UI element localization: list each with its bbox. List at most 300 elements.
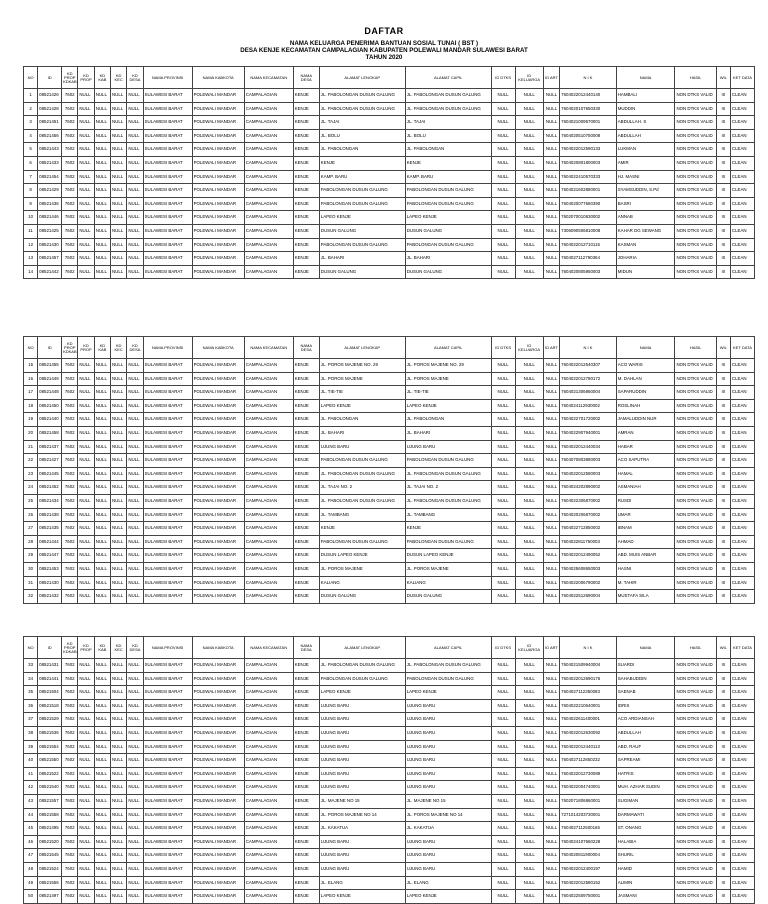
row-kd-kec: NULL — [111, 862, 127, 876]
row-nik: 7604021509940004 — [560, 659, 617, 673]
row-ket: CLEAN — [730, 170, 754, 184]
row-kd-desa: NULL — [127, 372, 143, 386]
row-alamat-capil: UJUNG BARU — [405, 440, 491, 454]
col-kd-prop-header: KD PROP — [78, 337, 94, 359]
col-kd-kec-header: KD KEC — [111, 337, 127, 359]
row-kd-prop-kdkab: 7602 — [62, 686, 78, 700]
row-nik: 7271014203730001 — [560, 808, 617, 822]
row-kecamatan: CAMPALAGIAN — [244, 116, 293, 130]
table-row — [24, 659, 755, 673]
row-alamat-capil: JL. TAJAI — [405, 116, 491, 130]
col-id-keluarga-header: ID KELUARGA — [515, 337, 543, 359]
row-id-dtks: NULL — [491, 129, 515, 143]
row-kd-kab: NULL — [94, 238, 110, 252]
row-kd-prop-kdkab: 7602 — [62, 754, 78, 768]
row-provinsi: SULAWESI BARAT — [143, 672, 192, 686]
row-id-art: NULL — [543, 835, 559, 849]
row-kd-kec: NULL — [111, 740, 127, 754]
row-kd-prop: NULL — [78, 699, 94, 713]
row-kd-kab: NULL — [94, 265, 110, 279]
row-nama: SAHABUDDIN — [616, 672, 675, 686]
row-nama: ANNAB — [616, 211, 675, 225]
row-kecamatan: CAMPALAGIAN — [244, 822, 293, 836]
row-wil: III — [716, 211, 730, 225]
row-kd-prop: NULL — [78, 426, 94, 440]
row-kd-desa: NULL — [127, 116, 143, 130]
row-kd-desa: NULL — [127, 102, 143, 116]
row-alamat: JL. PABOLONGAN DUSUN GALUNG — [319, 494, 405, 508]
row-wil: III — [716, 849, 730, 863]
table-row — [24, 413, 755, 427]
row-hasil: NON DTKS VALID — [675, 129, 716, 143]
row-ket: CLEAN — [730, 862, 754, 876]
col-no-header: NO — [24, 637, 38, 659]
row-desa: KENJE — [293, 590, 319, 604]
row-kd-desa: NULL — [127, 672, 143, 686]
row-kd-prop-kdkab: 7602 — [62, 440, 78, 454]
row-id-keluarga: NULL — [515, 481, 543, 495]
row-alamat-capil: PABOLONGAN DUSUN GALUNG — [405, 184, 491, 198]
row-kd-kec: NULL — [111, 522, 127, 536]
row-kd-kab: NULL — [94, 535, 110, 549]
row-kd-kec: NULL — [111, 562, 127, 576]
row-id: 08521436 — [38, 197, 62, 211]
col-alamat-lengkap-header: ALAMAT LENGKAP — [319, 337, 405, 359]
row-id-dtks: NULL — [491, 835, 515, 849]
row-kd-desa: NULL — [127, 740, 143, 754]
row-wil: III — [716, 535, 730, 549]
row-wil: III — [716, 549, 730, 563]
row-kd-desa: NULL — [127, 89, 143, 103]
row-kd-prop-kdkab: 7602 — [62, 672, 78, 686]
row-alamat-capil: KENJE — [405, 522, 491, 536]
row-desa: KENJE — [293, 386, 319, 400]
row-id-keluarga: NULL — [515, 549, 543, 563]
row-id-dtks: NULL — [491, 699, 515, 713]
row-alamat: LAPEO KENJE — [319, 211, 405, 225]
row-kabkota: POLEWALI MANDAR — [192, 143, 244, 157]
col-kd-kab-header: KD KAB — [94, 337, 110, 359]
row-id: 08521440 — [38, 413, 62, 427]
row-alamat: KALIANG — [319, 576, 405, 590]
row-id-keluarga: NULL — [515, 576, 543, 590]
row-kd-kec: NULL — [111, 481, 127, 495]
row-desa: KENJE — [293, 89, 319, 103]
row-desa: KENJE — [293, 197, 319, 211]
row-provinsi: SULAWESI BARAT — [143, 224, 192, 238]
row-kabkota: POLEWALI MANDAR — [192, 835, 244, 849]
row-kd-kec: NULL — [111, 794, 127, 808]
row-kd-kab: NULL — [94, 659, 110, 673]
row-wil: III — [716, 265, 730, 279]
row-provinsi: SULAWESI BARAT — [143, 413, 192, 427]
row-kd-prop-kdkab: 7602 — [62, 890, 78, 904]
row-nama: JAMALUDDIN NUR — [616, 413, 675, 427]
row-kabkota: POLEWALI MANDAR — [192, 576, 244, 590]
row-kd-desa: NULL — [127, 386, 143, 400]
row-id-art: NULL — [543, 522, 559, 536]
row-id: 08521497 — [38, 890, 62, 904]
row-kd-kab: NULL — [94, 129, 110, 143]
col-id-header: ID — [38, 337, 62, 359]
row-nama: KASMAN — [616, 238, 675, 252]
row-id-art: NULL — [543, 740, 559, 754]
row-ket: CLEAN — [730, 238, 754, 252]
row-kabkota: POLEWALI MANDAR — [192, 426, 244, 440]
row-no: 40 — [24, 754, 38, 768]
row-kabkota: POLEWALI MANDAR — [192, 822, 244, 836]
row-kabkota: POLEWALI MANDAR — [192, 170, 244, 184]
row-kabkota: POLEWALI MANDAR — [192, 129, 244, 143]
table-row — [24, 426, 755, 440]
table-row — [24, 862, 755, 876]
row-hasil: NON DTKS VALID — [675, 890, 716, 904]
row-ket: CLEAN — [730, 562, 754, 576]
doc-title: DAFTAR — [364, 26, 404, 36]
row-id-keluarga: NULL — [515, 713, 543, 727]
row-provinsi: SULAWESI BARAT — [143, 890, 192, 904]
row-kd-kec: NULL — [111, 129, 127, 143]
row-id: 08521458 — [38, 426, 62, 440]
row-nik: 7604021306860004 — [560, 386, 617, 400]
row-kecamatan: CAMPALAGIAN — [244, 129, 293, 143]
row-kd-prop-kdkab: 7602 — [62, 211, 78, 225]
row-kd-kec: NULL — [111, 590, 127, 604]
row-no: 11 — [24, 224, 38, 238]
row-ket: CLEAN — [730, 467, 754, 481]
row-kecamatan: CAMPALAGIAN — [244, 659, 293, 673]
row-kecamatan: CAMPALAGIAN — [244, 713, 293, 727]
col-alamat-capil-header: ALAMAT CAPIL — [405, 337, 491, 359]
row-wil: III — [716, 659, 730, 673]
row-wil: III — [716, 835, 730, 849]
row-kd-kab: NULL — [94, 359, 110, 373]
row-wil: III — [716, 576, 730, 590]
row-nik: 7602071806860001 — [560, 794, 617, 808]
row-kd-prop: NULL — [78, 129, 94, 143]
row-kd-prop-kdkab: 7602 — [62, 454, 78, 468]
row-kd-prop: NULL — [78, 467, 94, 481]
row-provinsi: SULAWESI BARAT — [143, 481, 192, 495]
row-nama: ROSLINAH — [616, 399, 675, 413]
row-nik: 7604020206870002 — [560, 508, 617, 522]
row-id: 08521529 — [38, 713, 62, 727]
row-no: 45 — [24, 822, 38, 836]
row-kd-prop: NULL — [78, 359, 94, 373]
row-provinsi: SULAWESI BARAT — [143, 265, 192, 279]
row-alamat: UJUNG BARU — [319, 699, 405, 713]
row-kd-prop-kdkab: 7602 — [62, 522, 78, 536]
row-hasil: NON DTKS VALID — [675, 699, 716, 713]
row-id-keluarga: NULL — [515, 822, 543, 836]
row-nik: 7604022012490052 — [560, 549, 617, 563]
row-provinsi: SULAWESI BARAT — [143, 156, 192, 170]
row-kecamatan: CAMPALAGIAN — [244, 467, 293, 481]
row-id-dtks: NULL — [491, 359, 515, 373]
row-id-dtks: NULL — [491, 862, 515, 876]
row-alamat: DUSUN GALUNG — [319, 224, 405, 238]
row-kd-prop-kdkab: 7602 — [62, 467, 78, 481]
table-row — [24, 211, 755, 225]
row-alamat: LAPEO KENJE — [319, 399, 405, 413]
row-id-art: NULL — [543, 767, 559, 781]
row-id-dtks: NULL — [491, 522, 515, 536]
row-kecamatan: CAMPALAGIAN — [244, 211, 293, 225]
row-id-dtks: NULL — [491, 576, 515, 590]
row-kd-prop-kdkab: 7602 — [62, 184, 78, 198]
row-wil: III — [716, 252, 730, 266]
row-id-dtks: NULL — [491, 440, 515, 454]
row-ket: CLEAN — [730, 252, 754, 266]
row-kecamatan: CAMPALAGIAN — [244, 102, 293, 116]
row-id: 08521556 — [38, 876, 62, 890]
row-id-dtks: NULL — [491, 156, 515, 170]
row-nik: 7604027112350083 — [560, 686, 617, 700]
row-alamat-capil: LAPEO KENJE — [405, 890, 491, 904]
table-row — [24, 129, 755, 143]
row-kd-prop-kdkab: 7602 — [62, 102, 78, 116]
row-kd-kab: NULL — [94, 413, 110, 427]
row-kd-prop-kdkab: 7602 — [62, 726, 78, 740]
table-row — [24, 740, 755, 754]
row-nama: SUARDI — [616, 659, 675, 673]
row-kabkota: POLEWALI MANDAR — [192, 224, 244, 238]
row-id-art: NULL — [543, 862, 559, 876]
row-kd-desa: NULL — [127, 659, 143, 673]
row-nama: HASNI — [616, 562, 675, 576]
row-id-keluarga: NULL — [515, 454, 543, 468]
row-kd-kab: NULL — [94, 549, 110, 563]
row-nama: JOHARIA — [616, 252, 675, 266]
row-kd-kab: NULL — [94, 794, 110, 808]
row-alamat: UJUNG BARU — [319, 713, 405, 727]
row-no: 5 — [24, 143, 38, 157]
row-kabkota: POLEWALI MANDAR — [192, 197, 244, 211]
table-row — [24, 224, 755, 238]
col-ket-data-header: KET DATA — [730, 337, 754, 359]
row-id-keluarga: NULL — [515, 686, 543, 700]
row-hasil: NON DTKS VALID — [675, 170, 716, 184]
row-alamat: JL. POROS MAJENE — [319, 372, 405, 386]
row-wil: III — [716, 386, 730, 400]
row-nik: 7604020077660390 — [560, 197, 617, 211]
row-kd-kec: NULL — [111, 467, 127, 481]
row-wil: III — [716, 184, 730, 198]
row-id: 08521442 — [38, 265, 62, 279]
row-ket: CLEAN — [730, 116, 754, 130]
row-kabkota: POLEWALI MANDAR — [192, 535, 244, 549]
row-kd-kec: NULL — [111, 876, 127, 890]
row-kd-prop: NULL — [78, 862, 94, 876]
table-header-row — [24, 67, 755, 89]
row-desa: KENJE — [293, 508, 319, 522]
row-kabkota: POLEWALI MANDAR — [192, 590, 244, 604]
row-provinsi: SULAWESI BARAT — [143, 835, 192, 849]
row-desa: KENJE — [293, 102, 319, 116]
row-kd-kec: NULL — [111, 143, 127, 157]
row-kecamatan: CAMPALAGIAN — [244, 143, 293, 157]
row-desa: KENJE — [293, 862, 319, 876]
row-kd-prop: NULL — [78, 576, 94, 590]
row-nik: 7604022012780172 — [560, 372, 617, 386]
row-ket: CLEAN — [730, 835, 754, 849]
row-id-keluarga: NULL — [515, 862, 543, 876]
table-row — [24, 238, 755, 252]
row-alamat-capil: JL. PABOLONGAN DUSUN GALUNG — [405, 659, 491, 673]
row-kabkota: POLEWALI MANDAR — [192, 386, 244, 400]
col-hasil-header: HASIL — [675, 337, 716, 359]
row-ket: CLEAN — [730, 359, 754, 373]
row-kabkota: POLEWALI MANDAR — [192, 238, 244, 252]
row-kd-desa: NULL — [127, 224, 143, 238]
row-desa: KENJE — [293, 535, 319, 549]
row-wil: III — [716, 726, 730, 740]
row-desa: KENJE — [293, 686, 319, 700]
row-id-art: NULL — [543, 129, 559, 143]
table-row — [24, 835, 755, 849]
row-kd-kec: NULL — [111, 672, 127, 686]
row-wil: III — [716, 170, 730, 184]
row-kd-kec: NULL — [111, 890, 127, 904]
row-kabkota: POLEWALI MANDAR — [192, 740, 244, 754]
row-kd-prop-kdkab: 7602 — [62, 576, 78, 590]
row-alamat: LAPEO KENJE — [319, 890, 405, 904]
table-row — [24, 808, 755, 822]
row-provinsi: SULAWESI BARAT — [143, 454, 192, 468]
row-nama: ABD. MUIS ANBAR — [616, 549, 675, 563]
row-kd-desa: NULL — [127, 576, 143, 590]
row-desa: KENJE — [293, 713, 319, 727]
row-kd-kec: NULL — [111, 494, 127, 508]
row-no: 31 — [24, 576, 38, 590]
table-row — [24, 89, 755, 103]
row-id-dtks: NULL — [491, 713, 515, 727]
row-wil: III — [716, 156, 730, 170]
row-nama: M. TAHIR — [616, 576, 675, 590]
row-nik: 7604020107650330 — [560, 102, 617, 116]
row-kd-prop-kdkab: 7602 — [62, 359, 78, 373]
row-kd-prop: NULL — [78, 562, 94, 576]
row-wil: III — [716, 890, 730, 904]
row-id-keluarga: NULL — [515, 224, 543, 238]
row-ket: CLEAN — [730, 849, 754, 863]
row-kd-kab: NULL — [94, 197, 110, 211]
row-kabkota: POLEWALI MANDAR — [192, 156, 244, 170]
row-provinsi: SULAWESI BARAT — [143, 116, 192, 130]
row-kabkota: POLEWALI MANDAR — [192, 454, 244, 468]
row-kd-kab: NULL — [94, 822, 110, 836]
row-kabkota: POLEWALI MANDAR — [192, 781, 244, 795]
row-no: 1 — [24, 89, 38, 103]
row-wil: III — [716, 129, 730, 143]
row-id-art: NULL — [543, 211, 559, 225]
row-wil: III — [716, 876, 730, 890]
row-hasil: NON DTKS VALID — [675, 252, 716, 266]
table-row — [24, 467, 755, 481]
row-provinsi: SULAWESI BARAT — [143, 794, 192, 808]
row-id-art: NULL — [543, 590, 559, 604]
row-nama: LUKMAN — [616, 143, 675, 157]
row-kd-desa: NULL — [127, 754, 143, 768]
row-wil: III — [716, 454, 730, 468]
row-kecamatan: CAMPALAGIAN — [244, 672, 293, 686]
row-kd-prop: NULL — [78, 170, 94, 184]
row-id-dtks: NULL — [491, 781, 515, 795]
row-no: 38 — [24, 726, 38, 740]
row-no: 30 — [24, 562, 38, 576]
row-desa: KENJE — [293, 238, 319, 252]
row-nik: 7604020801800003 — [560, 156, 617, 170]
col-wil-header: WIL — [716, 637, 730, 659]
row-provinsi: SULAWESI BARAT — [143, 170, 192, 184]
row-desa: KENJE — [293, 211, 319, 225]
row-id: 08521430 — [38, 576, 62, 590]
row-wil: III — [716, 808, 730, 822]
row-kd-kec: NULL — [111, 686, 127, 700]
col-kd-prop-kdkab-header: KD PROP KDKAB — [62, 637, 78, 659]
row-nik: 7604022012710115 — [560, 238, 617, 252]
row-wil: III — [716, 238, 730, 252]
row-desa: KENJE — [293, 413, 319, 427]
row-kecamatan: CAMPALAGIAN — [244, 184, 293, 198]
row-ket: CLEAN — [730, 794, 754, 808]
row-no: 15 — [24, 359, 38, 373]
row-id-dtks: NULL — [491, 794, 515, 808]
row-alamat: UJUNG BARU — [319, 440, 405, 454]
row-hasil: NON DTKS VALID — [675, 224, 716, 238]
row-kd-kec: NULL — [111, 116, 127, 130]
row-kd-kab: NULL — [94, 835, 110, 849]
row-id-dtks: NULL — [491, 426, 515, 440]
row-desa: KENJE — [293, 454, 319, 468]
row-nik: 7604024112930002 — [560, 399, 617, 413]
table-row — [24, 386, 755, 400]
row-provinsi: SULAWESI BARAT — [143, 359, 192, 373]
row-kd-prop: NULL — [78, 822, 94, 836]
row-kd-kec: NULL — [111, 754, 127, 768]
recipient-table-page-2 — [23, 336, 755, 604]
row-alamat: UJUNG BARU — [319, 754, 405, 768]
row-id-art: NULL — [543, 252, 559, 266]
row-ket: CLEAN — [730, 726, 754, 740]
table-row — [24, 399, 755, 413]
row-kd-prop-kdkab: 7602 — [62, 562, 78, 576]
table-row — [24, 876, 755, 890]
row-alamat: JL. PABOLONGAN DUSUN GALUNG — [319, 659, 405, 673]
row-hasil: NON DTKS VALID — [675, 440, 716, 454]
row-kd-kec: NULL — [111, 440, 127, 454]
row-kd-kec: NULL — [111, 211, 127, 225]
row-id-art: NULL — [543, 116, 559, 130]
row-ket: CLEAN — [730, 781, 754, 795]
row-wil: III — [716, 522, 730, 536]
row-provinsi: SULAWESI BARAT — [143, 535, 192, 549]
row-provinsi: SULAWESI BARAT — [143, 252, 192, 266]
row-id-dtks: NULL — [491, 197, 515, 211]
row-id-dtks: NULL — [491, 454, 515, 468]
row-kd-desa: NULL — [127, 467, 143, 481]
row-no: 22 — [24, 454, 38, 468]
row-nik: 7604027112500165 — [560, 822, 617, 836]
col-id-dtks-header: ID DTKS — [491, 637, 515, 659]
row-kd-desa: NULL — [127, 822, 143, 836]
row-hasil: NON DTKS VALID — [675, 686, 716, 700]
row-kd-desa: NULL — [127, 197, 143, 211]
row-kd-kab: NULL — [94, 143, 110, 157]
row-provinsi: SULAWESI BARAT — [143, 440, 192, 454]
row-ket: CLEAN — [730, 713, 754, 727]
row-ket: CLEAN — [730, 440, 754, 454]
